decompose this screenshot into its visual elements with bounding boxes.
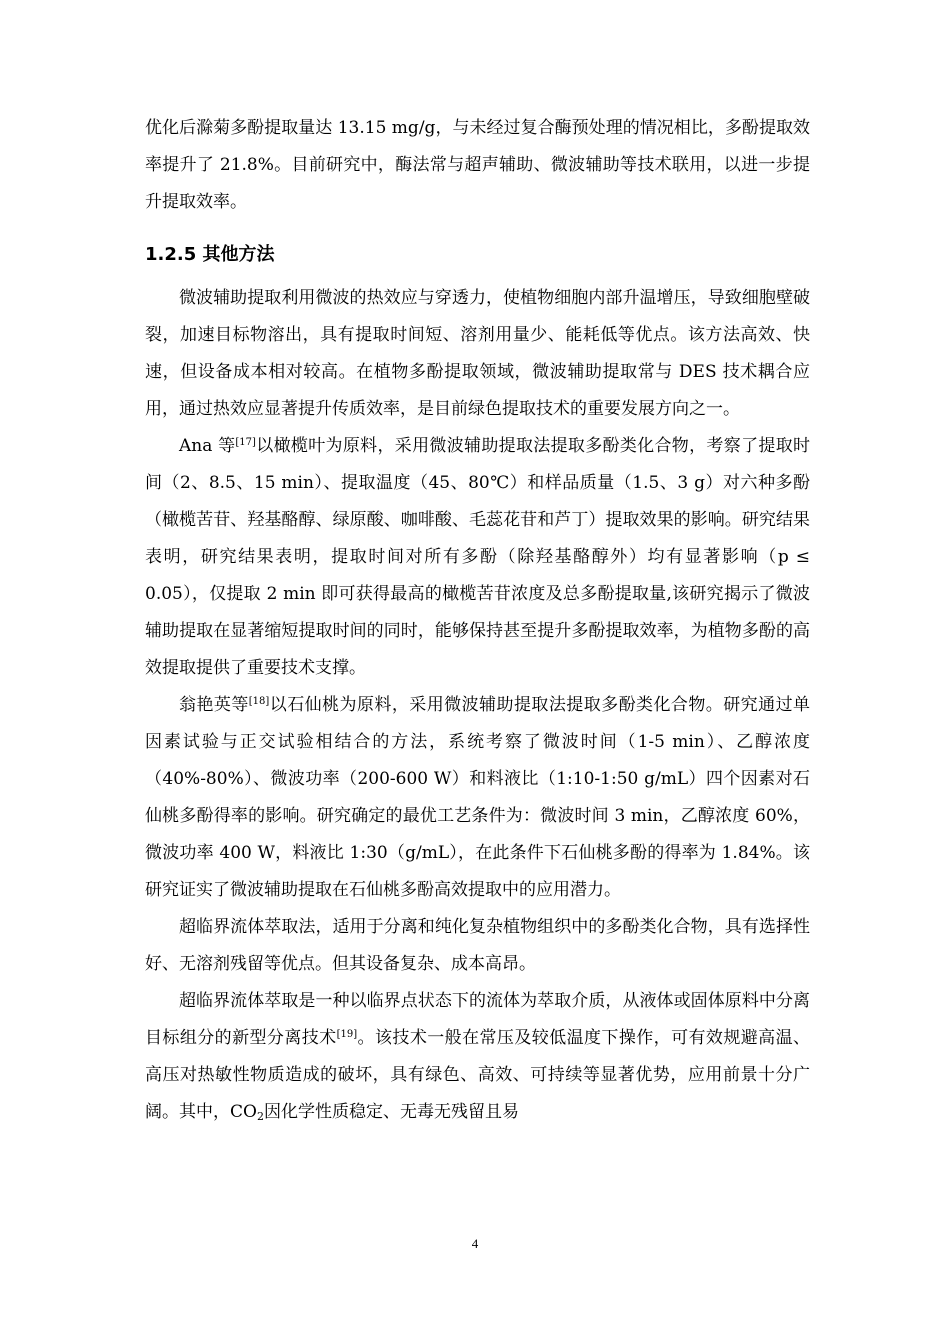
citation-ref: [17] bbox=[235, 437, 256, 448]
paragraph-microwave-intro: 微波辅助提取利用微波的热效应与穿透力，使植物细胞内部升温增压，导致细胞壁破裂，加速目标物溶出，具有提取时间短、溶剂用量少、能耗低等优点。该方法高效、快速，但设备成本相对较高。在植物多酚提取领域，微波辅助提取常与 DES 技术耦合应用，通过热效应显著提升传质效率，是目前绿色提取技术的重要发展方向之一。 bbox=[145, 288, 810, 419]
paragraph-text: 。该技术一般在常压及较低温度下操作，可有效规避高温、高压对热敏性物质造成的破坏，具有绿色、高效、可持续等显著优势，应用前景十分广阔。其中，CO bbox=[145, 1028, 811, 1122]
citation-ref: [19] bbox=[336, 1029, 358, 1040]
paragraph-weng-study bbox=[145, 687, 810, 909]
paragraph-supercritical-intro: 超临界流体萃取法，适用于分离和纯化复杂植物组织中的多酚类化合物，具有选择性好、无溶剂残留等优点。但其设备复杂、成本高昂。 bbox=[145, 917, 810, 974]
paragraph-text: Ana 等 bbox=[179, 436, 236, 456]
document-body bbox=[145, 110, 810, 1131]
citation-ref: [18] bbox=[248, 696, 270, 707]
paragraph-supercritical-detail bbox=[145, 983, 810, 1131]
paragraph-text: 超临界流体萃取是一种以临界点状态下的流体为萃取介质，从液体或固体原料中分离目标组分的新型分离技术 bbox=[145, 991, 810, 1048]
paragraph-text: 因化学性质稳定、无毒无残留且易 bbox=[263, 1102, 519, 1122]
subscript: 2 bbox=[256, 1110, 264, 1123]
paragraph-text: 翁艳英等 bbox=[179, 695, 249, 715]
page-number: 4 bbox=[471, 1236, 479, 1251]
section-heading: 1.2.5 其他方法 bbox=[145, 244, 275, 265]
paragraph-text: 以石仙桃为原料，采用微波辅助提取法提取多酚类化合物。研究通过单因素试验与正交试验相结合的方法，系统考察了微波时间（1-5 min）、乙醇浓度（40%-80%）、微波功率（200-600 W）和料液比（1:10-1:50 g/mL）四个因素对石仙桃多酚得率的影响。研究确定的最优工艺条件为：微波时间 3 min，乙醇浓度 60%，微波功率 400 W，料液比 1:30（g/mL），在此条件下石仙桃多酚的得率为 1.84%。该研究证实了微波辅助提取在石仙桃多酚高效提取中的应用潜力。 bbox=[145, 695, 811, 900]
paragraph-ana-study bbox=[145, 428, 810, 687]
paragraph-text: 以橄榄叶为原料，采用微波辅助提取法提取多酚类化合物，考察了提取时间（2、8.5、15 min）、提取温度（45、80℃）和样品质量（1.5、3 g）对六种多酚（橄榄苦苷、羟基酪醇、绿原酸、咖啡酸、毛蕊花苷和芦丁）提取效果的影响。研究结果表明，研究结果表明，提取时间对所有多酚（除羟基酪醇外）均有显著影响（p ≤ 0.05），仅提取 2 min 即可获得最高的橄榄苦苷浓度及总多酚提取量,该研究揭示了微波辅助提取在显著缩短提取时间的同时，能够保持甚至提升多酚提取效率，为植物多酚的高效提取提供了重要技术支撑。 bbox=[145, 436, 811, 678]
paragraph-continued: 优化后滁菊多酚提取量达 13.15 mg/g，与未经过复合酶预处理的情况相比，多酚提取效率提升了 21.8%。目前研究中，酶法常与超声辅助、微波辅助等技术联用，以进一步提升提取效率。 bbox=[145, 118, 810, 212]
